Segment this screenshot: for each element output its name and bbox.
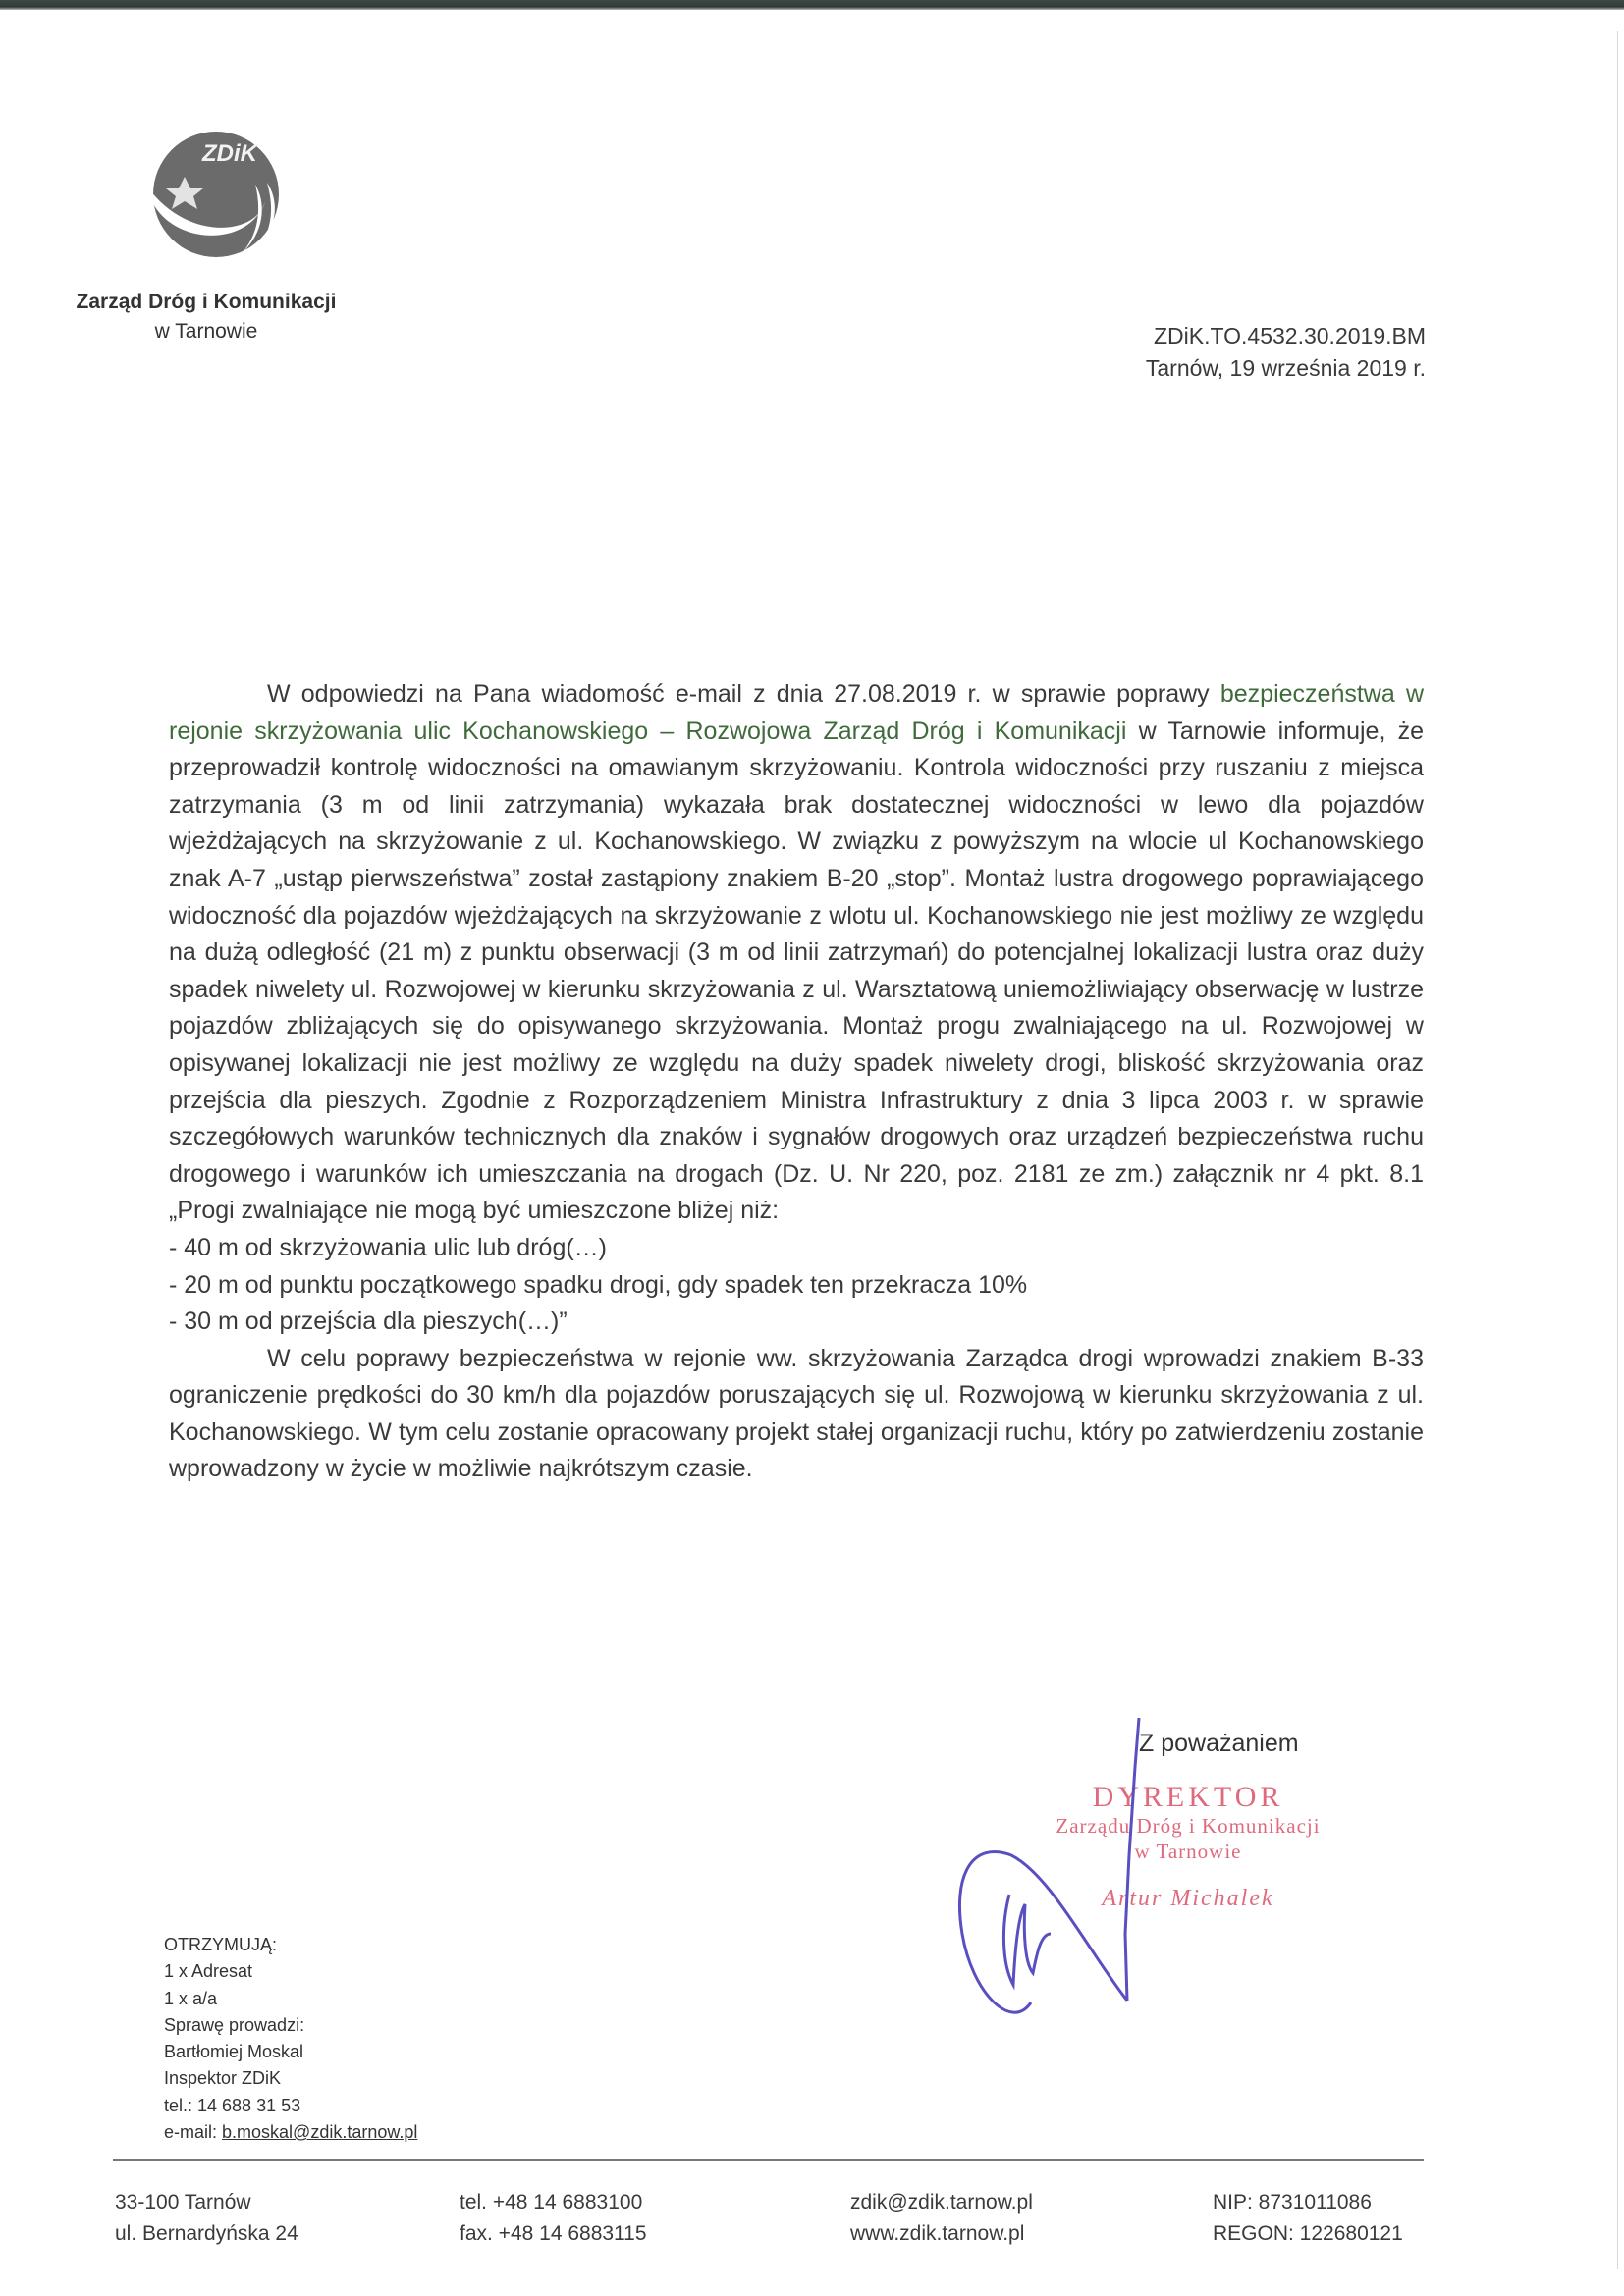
footer-address: 33-100 Tarnów ul. Bernardyńska 24 bbox=[115, 2191, 298, 2245]
recipients-block bbox=[164, 1932, 417, 2146]
footer-email[interactable]: zdik@zdik.tarnow.pl bbox=[850, 2191, 1033, 2214]
list-item: - 20 m od punktu początkowego spadku drogi, gdy spadek ten przekracza 10% bbox=[169, 1270, 1028, 1299]
closing-salutation: Z poważaniem bbox=[1139, 1730, 1299, 1757]
reference-number: ZDiK.TO.4532.30.2019.BM bbox=[1154, 323, 1426, 348]
zdik-logo bbox=[137, 126, 285, 263]
paragraph-1: W odpowiedzi na Pana wiadomość e-mail z dnia 27.08.2019 r. w sprawie poprawy bezpieczeństwa w rejonie skrzyżowania ulic Kochanowskiego – Rozwojowa Zarząd Dróg i Komunikacji w Tarnowie informuje, że przeprowadził kontrolę widoczności na omawianym skrzyżowaniu. Kontrola widoczności przy ruszaniu z miejsca zatrzymania (3 m od linii zatrzymania) wykazała brak dostatecznej widoczności w lewo dla pojazdów wjeżdżających na skrzyżowanie z ul. Kochanowskiego. W związku z powyższym na wlocie ul Kochanowskiego znak A-7 „ustąp pierwszeństwa” został zastąpiony znakiem B-20 „stop”. Montaż lustra drogowego poprawiającego widoczność dla pojazdów wjeżdżających na skrzyżowanie z wlotu ul. Kochanowskiego nie jest możliwy ze względu na dużą odległość (21 m) z punktu obserwacji (3 m od linii zatrzymań) do potencjalnej lokalizacji lustra oraz duży spadek niwelety ul. Rozwojowej w kierunku skrzyżowania z ul. Warsztatową uniemożliwiający obserwację w lustrze pojazdów zbliżających się do opisywanego skrzyżowania. Montaż progu zwalniającego na ul. Rozwojowej w opisywanej lokalizacji nie jest możliwy ze względu na duży spadek niwelety drogi, bliskość skrzyżowania oraz przejścia dla pieszych. Zgodnie z Rozporządzeniem Ministra Infrastruktury z dnia 3 lipca 2003 r. w sprawie szczegółowych warunków technicznych dla znaków i sygnałów drogowych oraz urządzeń bezpieczeństwa ruchu drogowego i warunków ich umieszczania na drogach (Dz. U. Nr 220, poz. 2181 ze zm.) załącznik nr 4 pkt. 8.1 „Progi zwalniające nie mogą być umieszczone bliżej niż: bbox=[169, 680, 1424, 1225]
list-item: - 40 m od skrzyżowania ulic lub dróg(…) bbox=[169, 1233, 607, 1261]
stamp-city: w Tarnowie bbox=[1134, 1840, 1242, 1863]
signature-icon bbox=[943, 1708, 1198, 2022]
scan-top-border bbox=[0, 0, 1624, 10]
footer-contact bbox=[850, 2187, 1033, 2250]
handler-label: Sprawę prowadzi: bbox=[164, 2014, 305, 2035]
footer-registry bbox=[1213, 2187, 1403, 2250]
highlighted-text: bezpieczeństwa w rejonie skrzyżowania ulic Kochanowskiego – Rozwojowa Zarząd Dróg i Komunikacji bbox=[169, 680, 1424, 745]
letter-body bbox=[169, 676, 1424, 1488]
footer-divider bbox=[113, 2159, 1424, 2161]
handler-title: Inspektor ZDiK bbox=[164, 2068, 282, 2089]
handler-email-line: e-mail: b.moskal@zdik.tarnow.pl bbox=[164, 2122, 418, 2143]
list-item: - 30 m od przejścia dla pieszych(…)” bbox=[169, 1308, 568, 1336]
scan-right-edge bbox=[1617, 31, 1618, 2269]
stamp-name: Artur Michalek bbox=[1102, 1886, 1274, 1911]
footer-phone: tel. +48 14 6883100 fax. +48 14 6883115 bbox=[460, 2191, 647, 2245]
recipient-item: 1 x a/a bbox=[164, 1988, 218, 2008]
stamp-title: DYREKTOR bbox=[1092, 1781, 1284, 1813]
handler-phone: tel.: 14 688 31 53 bbox=[164, 2095, 301, 2115]
stamp-org: Zarządu Dróg i Komunikacji bbox=[1056, 1814, 1321, 1838]
footer-website[interactable]: www.zdik.tarnow.pl bbox=[850, 2222, 1025, 2245]
org-city: w Tarnowie bbox=[154, 320, 258, 343]
recipient-item: 1 x Adresat bbox=[164, 1961, 253, 1982]
recipients-heading: OTRZYMUJĄ: bbox=[164, 1935, 277, 1954]
place-date: Tarnów, 19 września 2019 r. bbox=[1145, 355, 1426, 381]
org-name: Zarząd Dróg i Komunikacji bbox=[76, 291, 337, 313]
footer-nip: NIP: 8731011086 bbox=[1213, 2191, 1372, 2214]
svg-text:ZDiK: ZDiK bbox=[202, 140, 257, 167]
handler-name: Bartłomiej Moskal bbox=[164, 2042, 304, 2062]
paragraph-2: W celu poprawy bezpieczeństwa w rejonie ww. skrzyżowania Zarządca drogi wprowadzi znakiem B-33 ograniczenie prędkości do 30 km/h dla pojazdów poruszających się ul. Rozwojową w kierunku skrzyżowania z ul. Kochanowskiego. W tym celu zostanie opracowany projekt stałej organizacji ruchu, który po zatwierdzeniu zostanie wprowadzony w życie w możliwie najkrótszym czasie. bbox=[169, 1344, 1424, 1483]
handler-email-link[interactable]: b.moskal@zdik.tarnow.pl bbox=[222, 2122, 418, 2143]
footer-regon: REGON: 122680121 bbox=[1213, 2222, 1403, 2245]
logo-icon bbox=[137, 126, 285, 263]
